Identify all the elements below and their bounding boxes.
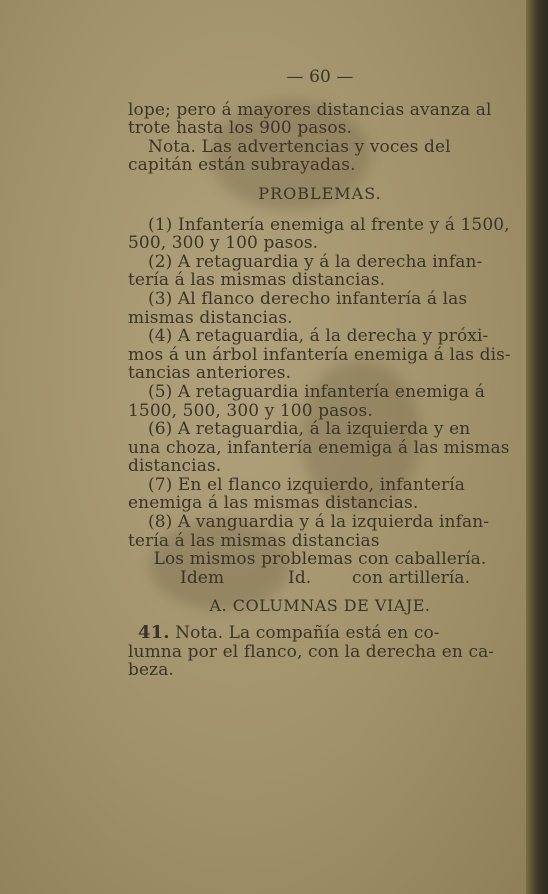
problem-1-line-1: (1) Infantería enemiga al frente y á 1500, <box>148 214 510 235</box>
problem-5-line-2: 1500, 500, 300 y 100 pasos. <box>128 400 373 421</box>
problem-2-line-2: tería á las mismas distancias. <box>128 270 386 291</box>
idem-label: Idem <box>180 567 225 588</box>
page-number: — 60 — <box>286 67 354 87</box>
same-problems-line: Los mismos problemas con caballería. <box>153 549 487 570</box>
problem-7-line-1: (7) En el flanco izquierdo, infantería <box>148 474 466 495</box>
problem-2-line-1: (2) A retaguardia y á la derecha infan- <box>148 251 483 272</box>
idem-row <box>180 569 512 588</box>
problem-4-line-2: mos á un árbol infantería enemiga á las dis- <box>128 344 511 365</box>
problem-1-line-2: 500, 300 y 100 pasos. <box>128 233 319 254</box>
nota-line-1: Nota. Las advertencias y voces del <box>148 136 451 157</box>
final-line-2: lumna por el flanco, con la derecha en ca- <box>128 641 495 662</box>
problem-8-line-1: (8) A vanguardia y á la izquierda infan- <box>148 512 490 533</box>
problem-3-line-1: (3) Al flanco derecho infantería á las <box>148 288 468 309</box>
problem-3-line-2: mismas distancias. <box>128 307 293 328</box>
final-line-1 <box>128 624 512 643</box>
artillery-label: con artillería. <box>352 567 471 588</box>
problem-4-line-3: tancias anteriores. <box>128 363 292 384</box>
nota-line-2: capitán están subrayadas. <box>128 155 356 176</box>
problem-6-line-2: una choza, infantería enemiga á las mismas <box>128 437 510 458</box>
problem-7-line-2: enemiga á las mismas distancias. <box>128 493 419 514</box>
final-line-1-text: Nota. La compañía está en co- <box>175 623 440 644</box>
problem-5-line-1: (5) A retaguardia infantería enemiga á <box>148 381 486 402</box>
problems-heading: PROBLEMAS. <box>258 183 382 203</box>
problem-4-line-1: (4) A retaguardia, á la derecha y próxi- <box>148 326 489 347</box>
intro-line-1: lope; pero á mayores distancias avanza al <box>128 99 492 120</box>
problem-6-line-1: (6) A retaguardia, á la izquierda y en <box>148 419 471 440</box>
page-text <box>128 68 512 680</box>
problem-8-line-2: tería á las mismas distancias <box>128 530 380 551</box>
section-heading: A. COLUMNAS DE VIAJE. <box>209 596 431 616</box>
page-edge-shadow <box>526 0 548 894</box>
problem-6-line-3: distancias. <box>128 456 222 477</box>
final-line-3: beza. <box>128 660 174 681</box>
intro-line-2: trote hasta los 900 pasos. <box>128 118 353 139</box>
article-number: 41. <box>138 622 170 644</box>
id-label: Id. <box>288 567 312 588</box>
